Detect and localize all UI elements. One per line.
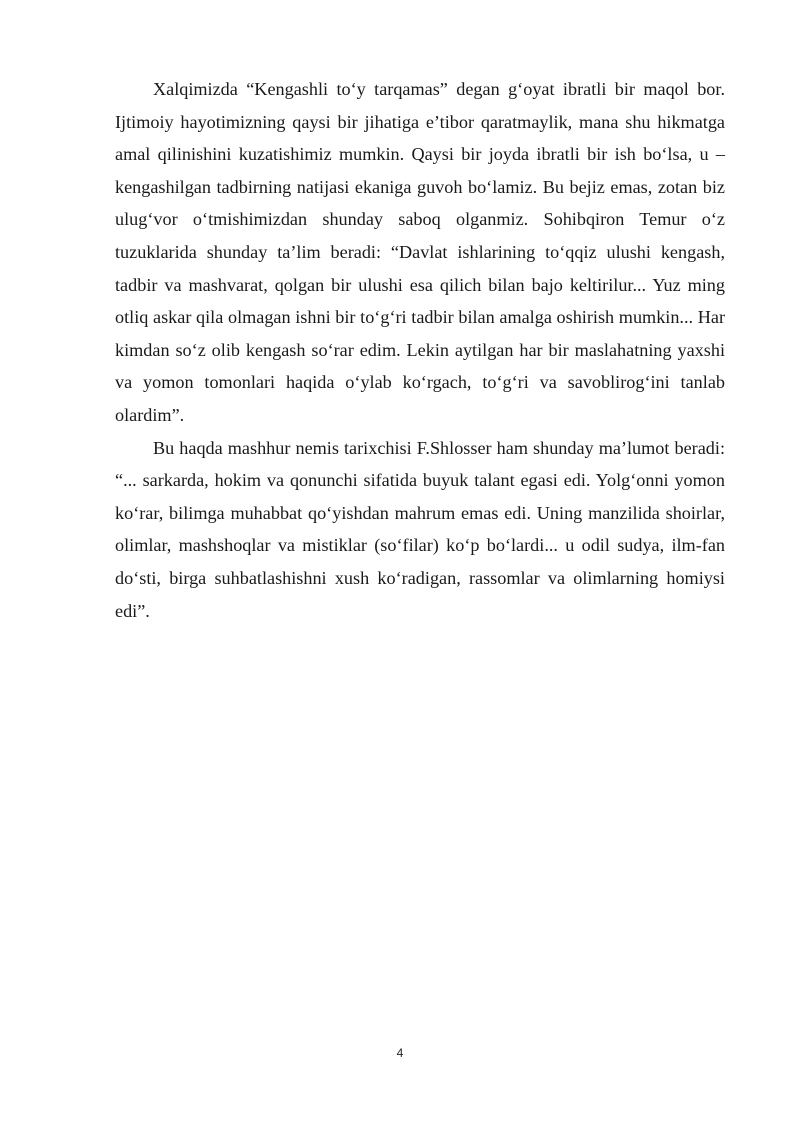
paragraph-2: Bu haqda mashhur nemis tarixchisi F.Shlosser ham shunday ma’lumot beradi: “... sarkarda, hokim va qonunchi sifatida buyuk talant egasi edi. Yolg‘onni yomon ko‘rar, bilimga muhabbat qo‘yishdan mahrum emas edi. Uning manzilida shoirlar, olimlar, mashshoqlar va mistiklar (so‘filar) ko‘p bo‘lardi... u odil sudya, ilm-fan do‘sti, birga suhbatlashishni xush ko‘radigan, rassomlar va olimlarning homiysi edi”. [115, 437, 725, 621]
paragraph-1: Xalqimizda “Kengashli to‘y tarqamas” degan g‘oyat ibratli bir maqol bor. Ijtimoiy hayotimizning qaysi bir jihatiga e’tibor qaratmaylik, mana shu hikmatga amal qilinishini kuzatishimiz mumkin. Qaysi bir joyda ibratli bir ish bo‘lsa, u – kengashilgan tadbirning natijasi ekaniga guvoh bo‘lamiz. Bu bejiz emas, zotan biz ulug‘vor o‘tmishimizdan shunday saboq olganmiz. Sohibqiron Temur o‘z tuzuklarida shunday ta’lim beradi: “Davlat ishlarining to‘qqiz ulushi kengash, tadbir va mashvarat, qolgan bir ulushi esa qilich bilan bajo keltirilur... Yuz ming otliq askar qila olmagan ishni bir to‘g‘ri tadbir bilan amalga oshirish mumkin... Har kimdan so‘z olib kengash so‘rar edim. Lekin aytilgan har bir maslahatning yaxshi va yomon tomonlari haqida o‘ylab ko‘rgach, to‘g‘ri va savoblirog‘ini tanlab olardim”. [115, 79, 725, 425]
page-number: 4 [396, 1046, 404, 1060]
body-text [115, 73, 725, 627]
